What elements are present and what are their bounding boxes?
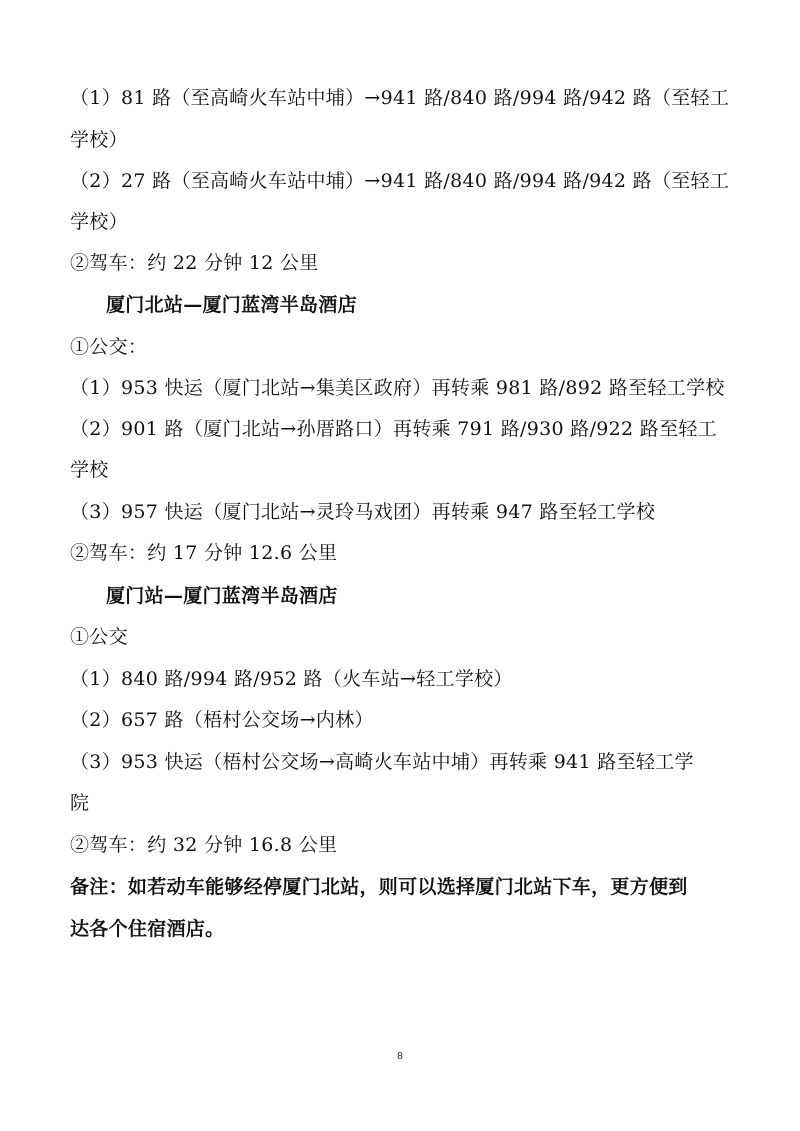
route-953-line: （1）953 快运（厦门北站→集美区政府）再转乘 981 路/892 路至轻工学校 (70, 377, 725, 399)
route-840-line: （1）840 路/994 路/952 路（火车站→轻工学校） (70, 668, 513, 690)
drive-info-xiamen-north: ②驾车：约 17 分钟 12.6 公里 (70, 542, 338, 564)
drive-info-xiamen-station: ②驾车：约 32 分钟 16.8 公里 (70, 834, 338, 856)
route-901-continuation: 学校 (70, 459, 109, 481)
route-901-line: （2）901 路（厦门北站→孙厝路口）再转乘 791 路/930 路/922 路至轻工 (70, 418, 717, 440)
section-heading-xiamen-north: 厦门北站—厦门蓝湾半岛酒店 (106, 294, 357, 316)
route-953-station-continuation: 院 (70, 792, 90, 814)
remark-continuation: 达各个住宿酒店。 (70, 918, 225, 940)
route-81-line: （1）81 路（至高崎火车站中埔）→941 路/840 路/994 路/942 路（至轻工 (70, 87, 730, 109)
route-657-line: （2）657 路（梧村公交场→内林） (70, 709, 374, 731)
route-957-line: （3）957 快运（厦门北站→灵玲马戏团）再转乘 947 路至轻工学校 (70, 501, 656, 523)
route-81-continuation: 学校） (70, 129, 128, 151)
bus-label-xiamen-north: ①公交： (70, 336, 148, 358)
route-953-station-line: （3）953 快运（梧村公交场→高崎火车站中埔）再转乘 941 路至轻工学 (70, 751, 694, 773)
route-27-line: （2）27 路（至高崎火车站中埔）→941 路/840 路/994 路/942 路（至轻工 (70, 170, 730, 192)
remark-line: 备注：如若动车能够经停厦门北站，则可以选择厦门北站下车，更方便到 (70, 876, 688, 898)
drive-info-airport: ②驾车：约 22 分钟 12 公里 (70, 252, 319, 274)
route-27-continuation: 学校） (70, 211, 128, 233)
section-heading-xiamen-station: 厦门站—厦门蓝湾半岛酒店 (106, 585, 338, 607)
page-number: 8 (397, 1051, 403, 1062)
bus-label-xiamen-station: ①公交 (70, 626, 128, 648)
